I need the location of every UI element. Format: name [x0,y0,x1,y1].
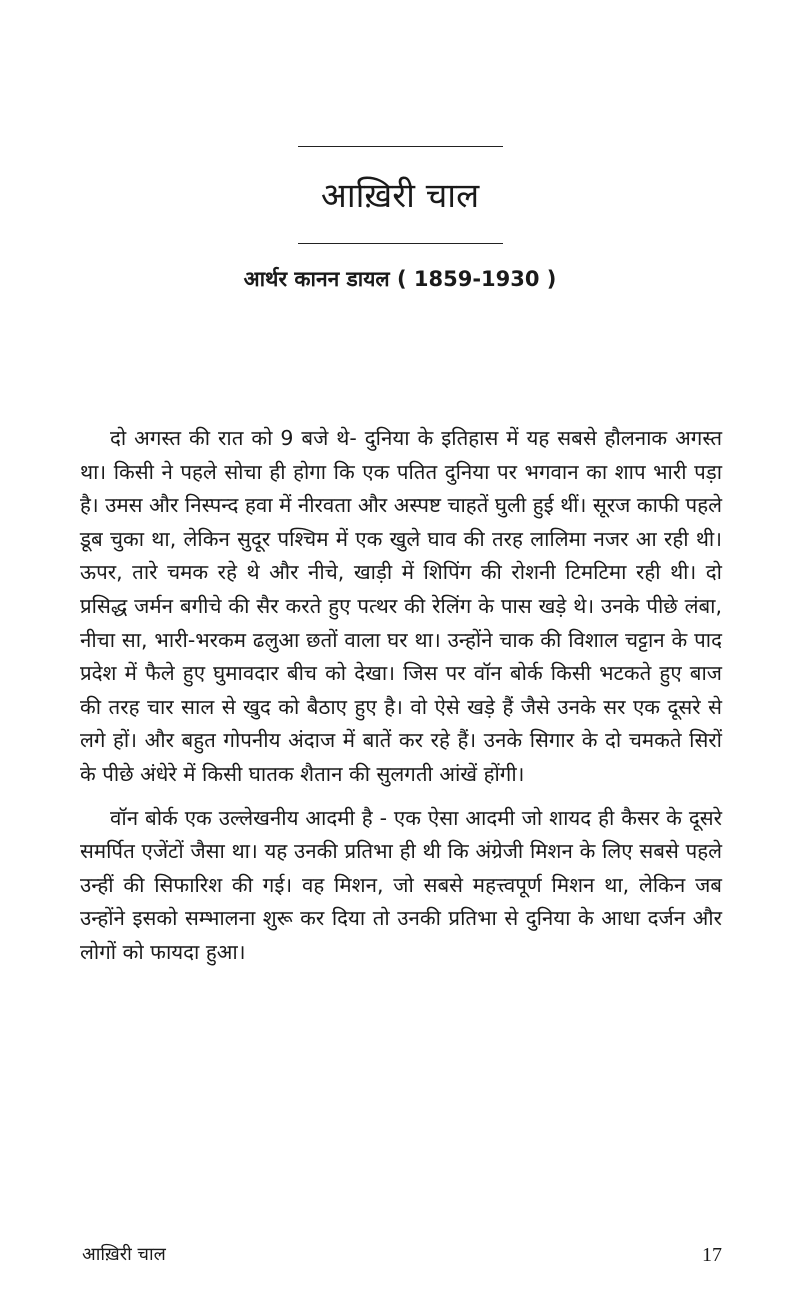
page-number: 17 [702,1244,722,1266]
chapter-title: आख़िरी चाल [320,176,480,216]
author-line: आर्थर कानन डायल ( 1859-1930 ) [243,267,557,291]
running-title: आख़िरी चाल [82,1244,166,1265]
chapter-body [80,422,722,980]
title-top-rule [298,146,503,147]
title-bottom-rule [298,243,503,244]
paragraph: दो अगस्त की रात को 9 बजे थे- दुनिया के इतिहास में यह सबसे हौलनाक अगस्त था। किसी ने पहले सोचा ही होगा कि एक पतित दुनिया पर भगवान का शाप भारी पड़ा है। उमस और निस्पन्द हवा में नीरवता और अस्पष्ट चाहतें घुली हुई थीं। सूरज काफी पहले डूब चुका था, लेकिन सुदूर पश्चिम में एक खुले घाव की तरह लालिमा नजर आ रही थी। ऊपर, तारे चमक रहे थे और नीचे, खाड़ी में शिपिंग की रोशनी टिमटिमा रही थी। दो प्रसिद्ध जर्मन बगीचे की सैर करते हुए पत्थर की रेलिंग के पास खड़े थे। उनके पीछे लंबा, नीचा सा, भारी-भरकम ढलुआ छतों वाला घर था। उन्होंने चाक की विशाल चट्टान के पाद प्रदेश में फैले हुए घुमावदार बीच को देखा। जिस पर वॉन बोर्क किसी भटकते हुए बाज की तरह चार साल से खुद को बैठाए हुए है। वो ऐसे खड़े हैं जैसे उनके सर एक दूसरे से लगे हों। और बहुत गोपनीय अंदाज में बातें कर रहे हैं। उनके सिगार के दो चमकते सिरों के पीछे अंधेरे में किसी घातक शैतान की सुलगती आंखें होंगी। [80,426,722,786]
page-footer [82,1240,722,1270]
paragraph: वॉन बोर्क एक उल्लेखनीय आदमी है - एक ऐसा आदमी जो शायद ही कैसर के दूसरे समर्पित एजेंटों जैसा था। यह उनकी प्रतिभा ही थी कि अंग्रेजी मिशन के लिए सबसे पहले उन्हीं की सिफारिश की गई। वह मिशन, जो सबसे महत्त्वपूर्ण मिशन था, लेकिन जब उन्होंने इसको सम्भालना शुरू कर दिया तो उनकी प्रतिभा से दुनिया के आधा दर्जन और लोगों को फायदा हुआ। [80,805,722,964]
